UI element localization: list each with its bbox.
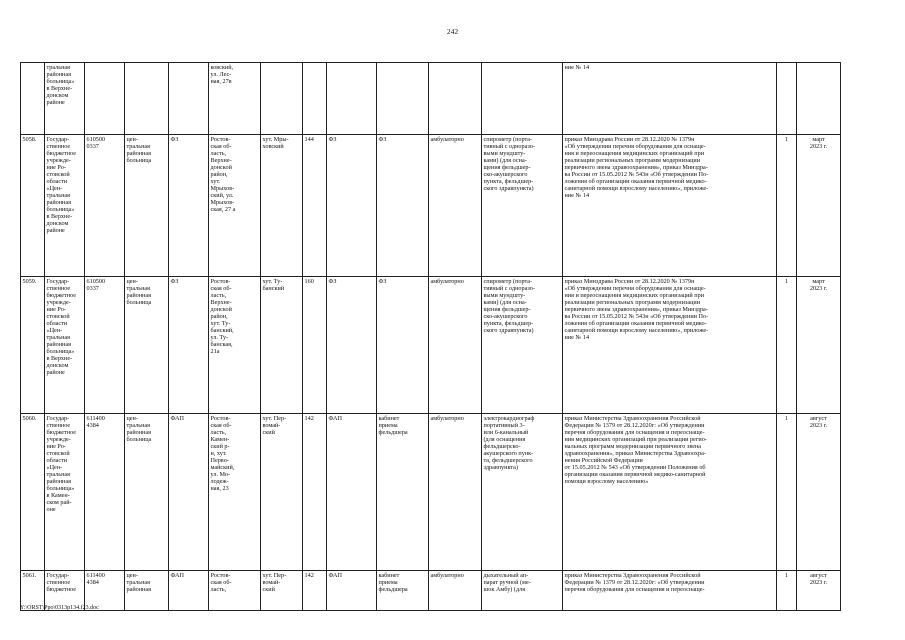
legal-basis-cell: приказ Минздрава России от 28.12.2020 № 1379н «Об утверждении перечня оборудования для оснаще- ния и переоснащения медицинских организаций при реализации региональных программ модернизации первичного звена здравоохранения», приказ Минздра- ва России от 15.05.2012 № 543н «Об утверждении По- ложения об организации оказания первичной медико- санитарной помощи взрослому населению», приложе- ние № 14: [563, 277, 777, 414]
population-cell: [303, 63, 327, 135]
organization-cell: Государ- ственное бюджетное учрежде- ние Ро- стовской области «Цен- тральная районная больница» в Камен- ском рай- оне: [45, 414, 85, 571]
table-row: [21, 277, 841, 414]
settlement-cell: хут. Мры- ховский: [261, 135, 303, 277]
code-cell: 610500 0337: [85, 135, 125, 277]
org-type-cell: [125, 63, 169, 135]
row-number-cell: 5058.: [21, 135, 45, 277]
org-type-cell: цен- тральная районная больница: [125, 277, 169, 414]
organization-cell: Государ- ственное бюджетное учрежде- ние Ро- стовской области «Цен- тральная районная больница» в Верхне- донском районе: [45, 135, 85, 277]
address-cell: Ростов- ская об- ласть, Верхне- донской район, хут. Мрыхов- ский, ул. Мрыхов- ская, 27 а: [209, 135, 261, 277]
row-number-cell: 5059.: [21, 277, 45, 414]
code-cell: 610500 0337: [85, 277, 125, 414]
unit2-cell: [327, 63, 377, 135]
org-type-cell: цен- тральная районная больница: [125, 414, 169, 571]
unit-cell: ФАП: [169, 571, 209, 611]
date-cell: март 2023 г.: [797, 135, 841, 277]
care-form-cell: [429, 63, 482, 135]
unit-cell: ФАП: [169, 414, 209, 571]
unit2-cell: ФАП: [327, 571, 377, 611]
address-cell: ковский, ул. Лес- ная, 27в: [209, 63, 261, 135]
table-row: [21, 571, 841, 611]
legal-basis-cell: приказ Министерства Здравоохранения Российской Федерации № 1379 от 28.12.2020г: «Об утверждении перечня оборудования для оснащения и переоснаще- ния медицинских организаций при реализации регио- нальных программ модернизации первичного звена здравоохранения», приказ Министерства Здравоохра- нения Российской Федерации от 15.05.2012 № 543 «Об утверждении Положения об организации оказания первичной медико-санитарной помощи взрослому населению»: [563, 414, 777, 571]
unit-cell: ФЗ: [169, 135, 209, 277]
room-cell: кабинет приема фельдшера: [377, 571, 429, 611]
population-cell: 160: [303, 277, 327, 414]
room-cell: [377, 63, 429, 135]
address-cell: Ростов- ская об- ласть,: [209, 571, 261, 611]
unit2-cell: ФЗ: [327, 277, 377, 414]
population-cell: 142: [303, 571, 327, 611]
room-cell: ФЗ: [377, 277, 429, 414]
page-number: 242: [446, 27, 459, 36]
room-cell: ФЗ: [377, 135, 429, 277]
care-form-cell: амбулаторно: [429, 571, 482, 611]
settlement-cell: хут. Пер- вомай- ский: [261, 414, 303, 571]
legal-basis-cell: приказ Минздрава России от 28.12.2020 № 1379н «Об утверждении перечня оборудования для оснаще- ния и переоснащения медицинских организаций при реализации региональных программ модернизации первичного звена здравоохранения», приказ Минздра- ва России от 15.05.2012 № 543н «Об утверждении По- ложения об организации оказания первичной медико- санитарной помощи взрослому населению», приложе- ние № 14: [563, 135, 777, 277]
date-cell: август 2023 г.: [797, 414, 841, 571]
row-number-cell: 5061.: [21, 571, 45, 611]
room-cell: кабинет приема фельдшера: [377, 414, 429, 571]
org-type-cell: цен- тральная районная больница: [125, 135, 169, 277]
organization-cell: Государ- ственное бюджетное учрежде- ние Ро- стовской области «Цен- тральная районная больница» в Верхне- донском районе: [45, 277, 85, 414]
equipment-cell: [482, 63, 563, 135]
legal-basis-cell: ние № 14: [563, 63, 777, 135]
settlement-cell: хут. Ту- банский: [261, 277, 303, 414]
care-form-cell: амбулаторно: [429, 135, 482, 277]
table-row: [21, 135, 841, 277]
quantity-cell: 1: [777, 571, 797, 611]
quantity-cell: 1: [777, 277, 797, 414]
organization-cell: тральная районная больница» в Верхне- донском районе: [45, 63, 85, 135]
population-cell: 144: [303, 135, 327, 277]
care-form-cell: амбулаторно: [429, 277, 482, 414]
equipment-cell: спирометр (порта- тивный с одноразо- выми мундшту- ками) (для осна- щения фельдшер- ско-акушерского пункта, фельдшер- ского здравпункта): [482, 135, 563, 277]
quantity-cell: 1: [777, 135, 797, 277]
footer-path: Y:\ORST\Ppo\0313p134.f23.doc: [20, 605, 99, 611]
code-cell: 611400 4384: [85, 414, 125, 571]
settlement-cell: [261, 63, 303, 135]
unit2-cell: ФЗ: [327, 135, 377, 277]
date-cell: март 2023 г.: [797, 277, 841, 414]
equipment-cell: дыхательный ап- парат ручной (ме- шок Амбу) (для: [482, 571, 563, 611]
quantity-cell: 1: [777, 414, 797, 571]
code-cell: [85, 63, 125, 135]
unit2-cell: ФАП: [327, 414, 377, 571]
settlement-cell: хут. Пер- вомай- ский: [261, 571, 303, 611]
equipment-table: [20, 62, 841, 611]
equipment-cell: спирометр (порта- тивный с одноразо- выми мундшту- ками) (для осна- щения фельдшер- ско-акушерского пункта, фельдшер- ского здравпункта): [482, 277, 563, 414]
organization-cell: Государ- ственное бюджетное: [45, 571, 85, 611]
table-row: [21, 414, 841, 571]
address-cell: Ростов- ская об- ласть, Камен- ский р- н, хут. Перво- майский, ул. Мо- лодеж- ная, 23: [209, 414, 261, 571]
org-type-cell: цен- тральная районная: [125, 571, 169, 611]
equipment-cell: электрокардиограф портативный 3- или 6-канальный (для оснащения фельдшерско- акушерского пунк- та, фельдшерского здравпункта): [482, 414, 563, 571]
row-number-cell: [21, 63, 45, 135]
date-cell: [797, 63, 841, 135]
date-cell: август 2023 г.: [797, 571, 841, 611]
unit-cell: ФЗ: [169, 277, 209, 414]
population-cell: 142: [303, 414, 327, 571]
care-form-cell: амбулаторно: [429, 414, 482, 571]
quantity-cell: [777, 63, 797, 135]
table-row: [21, 63, 841, 135]
legal-basis-cell: приказ Министерства Здравоохранения Российской Федерации № 1379 от 28.12.2020г: «Об утверждении перечня оборудования для оснащения и переоснаще-: [563, 571, 777, 611]
address-cell: Ростов- ская об- ласть, Верхне- донской район, хут. Ту- банский, ул. Ту- банская, 21а: [209, 277, 261, 414]
code-cell: 611400 4384: [85, 571, 125, 611]
unit-cell: [169, 63, 209, 135]
row-number-cell: 5060.: [21, 414, 45, 571]
